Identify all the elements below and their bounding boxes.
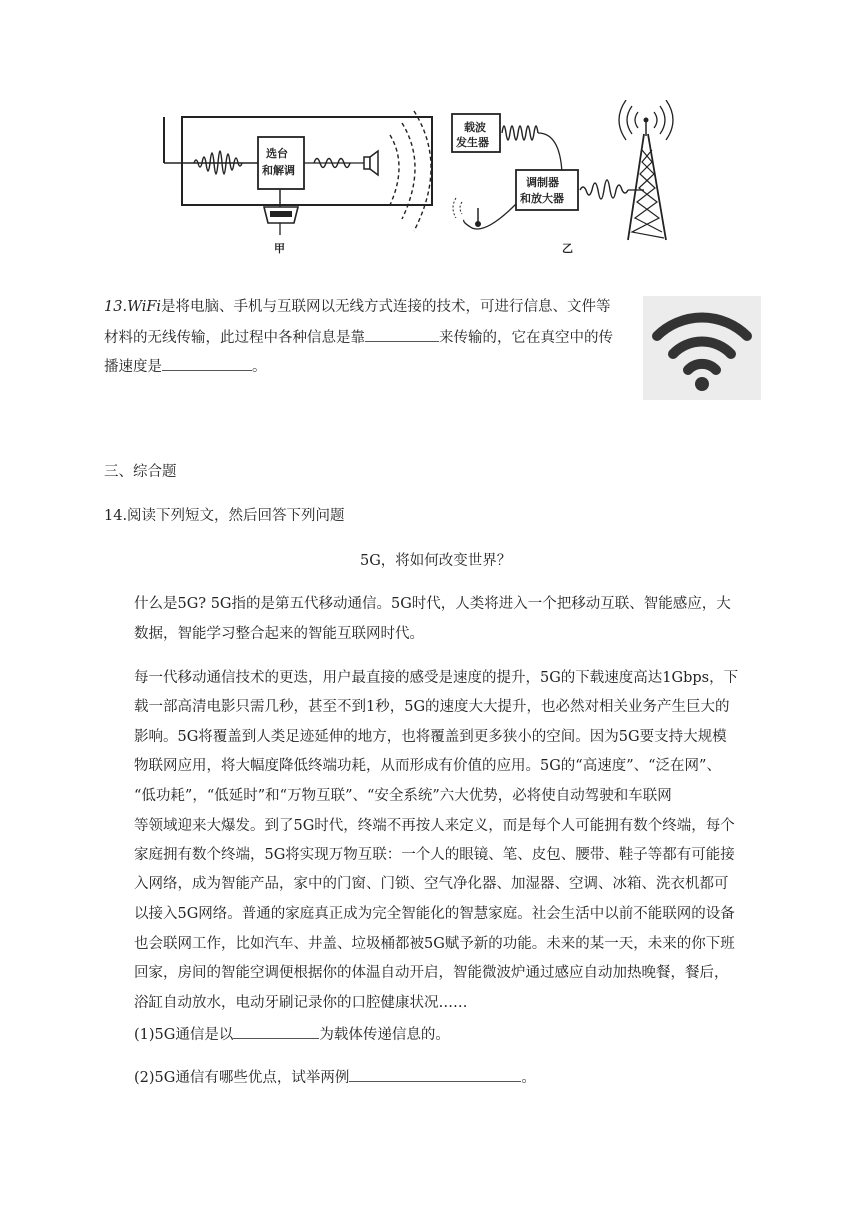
- carrier-label-line2: 发生器: [456, 136, 489, 149]
- q13-number: 13.: [104, 299, 128, 315]
- receiver-diagram-jia: [150, 95, 450, 265]
- q13-line2: [104, 327, 613, 348]
- wifi-icon: [643, 296, 761, 400]
- demod-label-line1: 选台: [266, 147, 288, 160]
- q14-p2-line7: 家庭拥有数个终端，5G将实现万物互联：一个人的眼镜、笔、皮包、腰带、鞋子等都有可能接: [134, 847, 735, 863]
- q14-p2-line11: 回家，房间的智能空调便根据你的体温自动开启，智能微波炉通过感应自动加热晚餐，餐后，: [134, 965, 729, 981]
- q13-line2-b: 来传输的，它在真空中的传: [439, 330, 613, 346]
- figure-jia-caption: 甲: [274, 242, 285, 255]
- demod-label-line2: 和解调: [262, 164, 295, 177]
- q13-line1-text: 是将电脑、手机与互联网以无线方式连接的技术，可进行信息、文件等: [161, 299, 611, 315]
- modulator-label-line1: 调制器: [526, 176, 559, 189]
- q13-line1: [104, 297, 611, 317]
- q14-sub1: [134, 1024, 450, 1045]
- q14-article-title: 5G，将如何改变世界？: [360, 553, 512, 569]
- q14-sub1-a: (1)5G通信是以: [134, 1027, 234, 1043]
- modulator-label-line2: 和放大器: [520, 192, 564, 205]
- q14-p2-line9: 以接入5G网络。普通的家庭真正成为完全智能化的智慧家庭。社会生活中以前不能联网的设备: [134, 906, 735, 922]
- q13-blank-1[interactable]: [365, 327, 439, 342]
- section3-title: 三、综合题: [104, 464, 177, 480]
- q14-sub1-b: 为载体传递信息的。: [319, 1027, 450, 1043]
- q13-wifi-term: WiFi: [127, 299, 162, 315]
- q13-line3-a: 播速度是: [104, 359, 162, 375]
- q14-p2-line10: 也会联网工作，比如汽车、井盖、垃圾桶都被5G赋予新的功能。未来的某一天，未来的你下班: [134, 936, 735, 952]
- q13-blank-2[interactable]: [162, 356, 252, 371]
- q14-sub2-b: 。: [521, 1070, 536, 1086]
- q14-blank-2[interactable]: [349, 1067, 521, 1082]
- q14-sub2: [134, 1067, 536, 1088]
- q14-p2-line3: 影响。5G将覆盖到人类足迹延伸的地方，也将覆盖到更多狭小的空间。因为5G要支持大规模: [134, 729, 727, 745]
- q14-p2-line5: “低功耗”，“低延时”和“万物互联”、“安全系统”六大优势，必将使自动驾驶和车联网: [134, 788, 672, 804]
- q14-p2-line1: 每一代移动通信技术的更迭，用户最直接的感受是速度的提升，5G的下载速度高达1Gbps，下: [134, 670, 739, 686]
- q13-line3: [104, 356, 267, 377]
- q14-p2-line12: 浴缸自动放水，电动牙刷记录你的口腔健康状况……: [134, 995, 468, 1011]
- q14-p2-line2: 载一部高清电影只需几秒，甚至不到1秒，5G的速度大大提升，也必然对相关业务产生巨大的: [134, 699, 730, 715]
- carrier-label-line1: 载波: [464, 121, 486, 134]
- q14-p2-line8: 入网络，成为智能产品，家中的门窗、门锁、空气净化器、加湿器、空调、冰箱、洗衣机都可: [134, 876, 729, 892]
- q13-line2-a: 材料的无线传输，此过程中各种信息是靠: [104, 330, 365, 346]
- figure-yi-caption: 乙: [562, 242, 573, 255]
- q14-blank-1[interactable]: [233, 1024, 319, 1039]
- q14-p1-line2: 数据，智能学习整合起来的智能互联网时代。: [134, 626, 424, 642]
- q13-line3-b: 。: [252, 359, 267, 375]
- q14-sub2-a: (2)5G通信有哪些优点，试举两例: [134, 1070, 350, 1086]
- q14-p1-line1: 什么是5G? 5G指的是第五代移动通信。5G时代，人类将进入一个把移动互联、智能感应，大: [134, 596, 731, 612]
- q14-p2-line6: 等领域迎来大爆发。到了5G时代，终端不再按人来定义，而是每个人可能拥有数个终端，每个: [134, 818, 735, 834]
- q14-intro: 14.阅读下列短文，然后回答下列问题: [104, 508, 345, 524]
- q14-p2-line4: 物联网应用，将大幅度降低终端功耗，从而形成有价值的应用。5G的“高速度”、“泛在网”、: [134, 758, 721, 774]
